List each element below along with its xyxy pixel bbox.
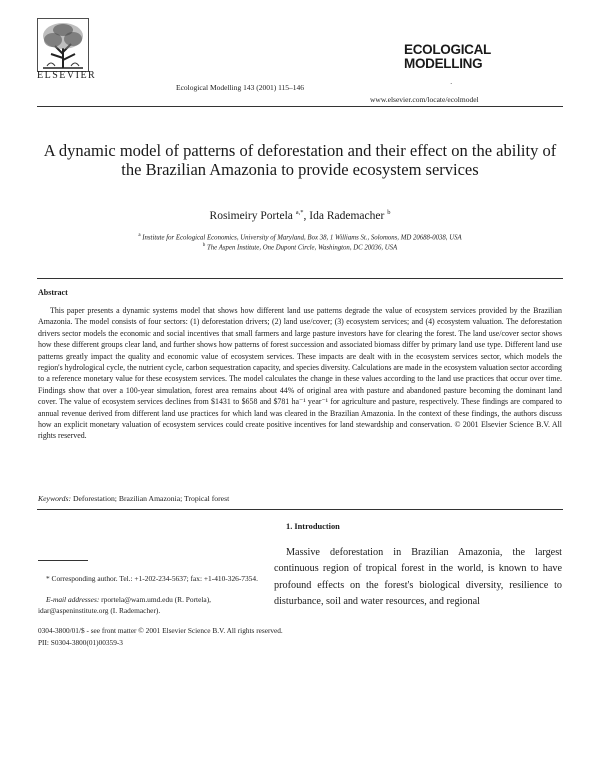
email-addresses[interactable]: rportela@wam.umd.edu (R. Portela), idar@aspeninstitute.org (I. Rademacher).: [38, 595, 212, 615]
author-line: [0, 209, 600, 222]
author-separator: ,: [303, 209, 307, 222]
email-footnote: [38, 594, 260, 616]
abstract-heading: Abstract: [38, 288, 68, 297]
brand-line-2: MODELLING: [404, 56, 483, 71]
corresponding-author-footnote: * Corresponding author. Tel.: +1-202-234-5637; fax: +1-410-326-7354.: [46, 574, 258, 583]
copyright-line: 0304-3800/01/$ - see front matter © 2001 Elsevier Science B.V. All rights reserved.: [38, 626, 283, 635]
keywords-list: Deforestation; Brazilian Amazonia; Tropical forest: [72, 494, 230, 503]
keywords: [38, 494, 229, 503]
elsevier-tree-icon: [37, 18, 89, 72]
abstract-bottom-rule: [37, 509, 563, 510]
author-1-marks: a,*: [295, 209, 304, 216]
pii-line: PII: S0304-3800(01)00359-3: [38, 638, 123, 647]
abstract-text: This paper presents a dynamic systems model that shows how different land use patterns degrade the value of ecosystem services provided by the Brazilian Amazonia. The model consists of four sectors: (1) deforestation drivers; (2) land use/cover; (3) ecosystem services; and (4) ecosystem valuation. The deforestation drivers sector models the economic and social incentives that small farmers and large pasture investors have for clearing the forest. The land use/cover sector shows how these different groups clear land, and further shows how patterns of forest succession and associated biomass differ by primary land use type. Different land use patterns greatly impact the quality and economic value of ecosystem services. These impacts are dealt with in the ecosystem services sector, which models the region's hydrological cycle, the nutrient cycle, carbon sequestration capacity, and species diversity. Calculations are made in the ecosystem valuation sector according to a reference monetary value for these ecosystem services. The model calculates the change in these values according to the land use practices that occur over time. Findings show that over a 100-year simulation, forest area remains about 44% of original area with pasture and abandoned pasture becoming the dominant land cover. The value of ecosystem services declines from $1431 to $658 and $781 ha⁻¹ year⁻¹ for agriculture and pasture, respectively. These findings are compared to annual revenue derived from different land use practices for which land was cleared in the Brazilian Amazonia. In the context of these findings, the authors discuss how an explicit monetary valuation of ecosystem services could create positive incentives for land stewardship and conservation. © 2001 Elsevier Science B.V. All rights reserved.: [38, 306, 562, 441]
affiliation-a: [40, 233, 560, 241]
introduction-heading: 1. Introduction: [286, 522, 340, 531]
affiliation-b-text: The Aspen Institute, One Dupont Circle, Washington, DC 20036, USA: [206, 244, 398, 252]
article-title: A dynamic model of patterns of deforestation and their effect on the ability of the Brazilian Amazonia to provide ecosystem services: [43, 141, 557, 179]
author-2: Ida Rademacher: [309, 209, 385, 222]
abstract-top-rule: [37, 278, 563, 279]
author-2-marks: b: [387, 209, 391, 216]
brand-mark: ·: [450, 80, 453, 88]
keywords-label: Keywords:: [38, 494, 72, 503]
affiliation-b-mark: b: [202, 243, 206, 248]
copyright-block: [38, 625, 283, 649]
author-1: Rosimeiry Portela: [209, 209, 293, 222]
email-label: E-mail addresses:: [46, 595, 100, 604]
journal-brand: [404, 43, 491, 71]
affiliation-b: [40, 243, 560, 251]
journal-url[interactable]: www.elsevier.com/locate/ecolmodel: [370, 95, 479, 104]
footnote-rule: [38, 560, 88, 561]
publisher-name: ELSEVIER: [37, 70, 97, 81]
introduction-text: Massive deforestation in Brazilian Amazonia, the largest continuous region of tropical forest in the world, is known to have profound effects on the forest's biological diversity, resilience to disturbance, soil and water resources, and regional: [274, 547, 562, 608]
brand-line-1: ECOLOGICAL: [404, 42, 491, 57]
affiliation-a-mark: a: [138, 233, 141, 238]
journal-reference: Ecological Modelling 143 (2001) 115–146: [176, 83, 305, 92]
elsevier-logo: [37, 18, 97, 81]
header-rule: [37, 106, 563, 107]
affiliation-a-text: Institute for Ecological Economics, University of Maryland, Box 38, 1 Williams St., Solomons, MD 20688-0038, USA: [142, 234, 462, 242]
